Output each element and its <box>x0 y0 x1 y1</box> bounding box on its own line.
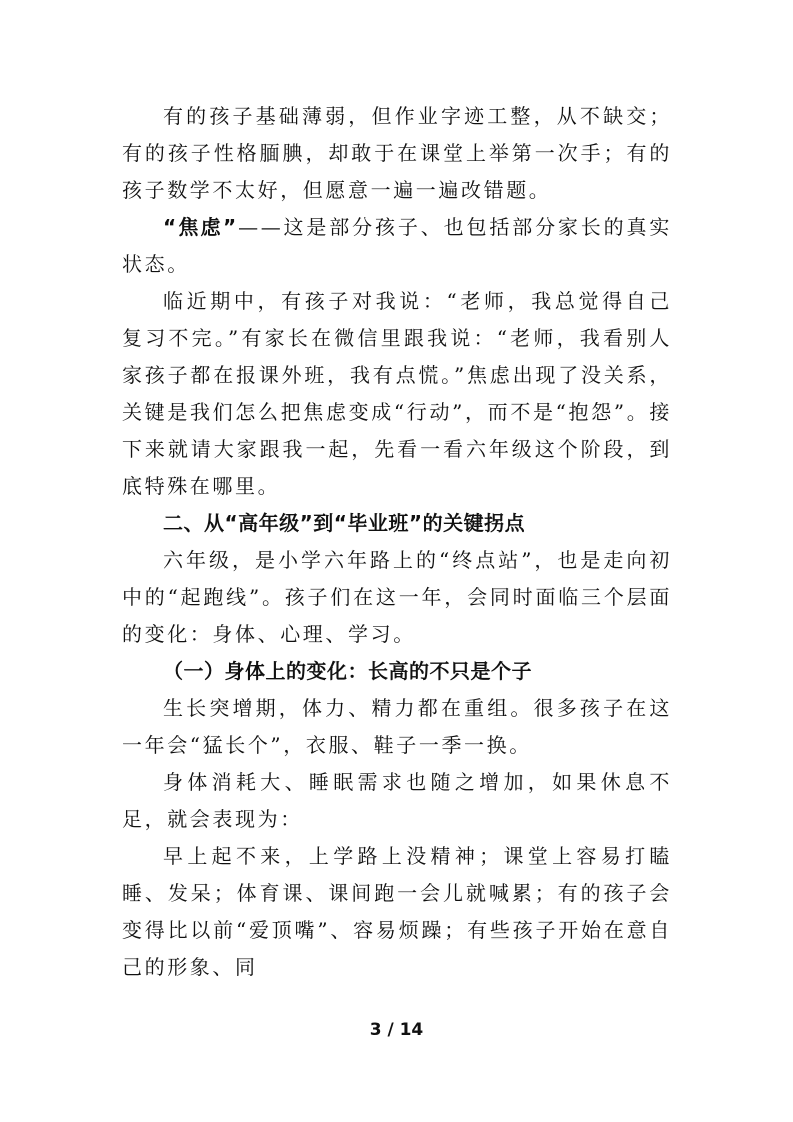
anxiety-term: “焦虑” <box>163 215 239 239</box>
subsection-heading-physical-changes: （一）身体上的变化：长高的不只是个子 <box>163 659 532 683</box>
anxiety-description: ——这是部分孩子、也包括部分家长的真实状态。 <box>122 215 672 276</box>
paragraph-symptoms: 早上起不来，上学路上没精神；课堂上容易打瞌睡、发呆；体育课、课间跑一会儿就喊累；有的孩子会变得比以前“爱顶嘴”、容易烦躁；有些孩子开始在意自己的形象、同 <box>122 844 672 979</box>
section-heading-turning-point: 二、从“高年级”到“毕业班”的关键拐点 <box>163 511 526 535</box>
paragraph-students-efforts: 有的孩子基础薄弱，但作业字迹工整，从不缺交；有的孩子性格腼腆，却敢于在课堂上举第一次手；有的孩子数学不太好，但愿意一遍一遍改错题。 <box>122 104 672 202</box>
page-number: 3 / 14 <box>369 1020 424 1040</box>
paragraph-sleep-needs: 身体消耗大、睡眠需求也随之增加，如果休息不足，就会表现为： <box>122 770 672 831</box>
page-content <box>122 98 672 986</box>
paragraph-anxiety <box>122 209 672 283</box>
paragraph-growth-spurt: 生长突增期，体力、精力都在重组。很多孩子在这一年会“猛长个”，衣服、鞋子一季一换。 <box>122 696 672 757</box>
paragraph-midterm-anxiety: 临近期中，有孩子对我说：“老师，我总觉得自己复习不完。”有家长在微信里跟我说：“老师，我看别人家孩子都在报课外班，我有点慌。”焦虑出现了没关系，关键是我们怎么把焦虑变成“行动”，而不是“抱怨”。接下来就请大家跟我一起，先看一看六年级这个阶段，到底特殊在哪里。 <box>122 289 672 498</box>
paragraph-grade-six-intro: 六年级，是小学六年路上的“终点站”，也是走向初中的“起跑线”。孩子们在这一年，会同时面临三个层面的变化：身体、心理、学习。 <box>122 548 672 646</box>
